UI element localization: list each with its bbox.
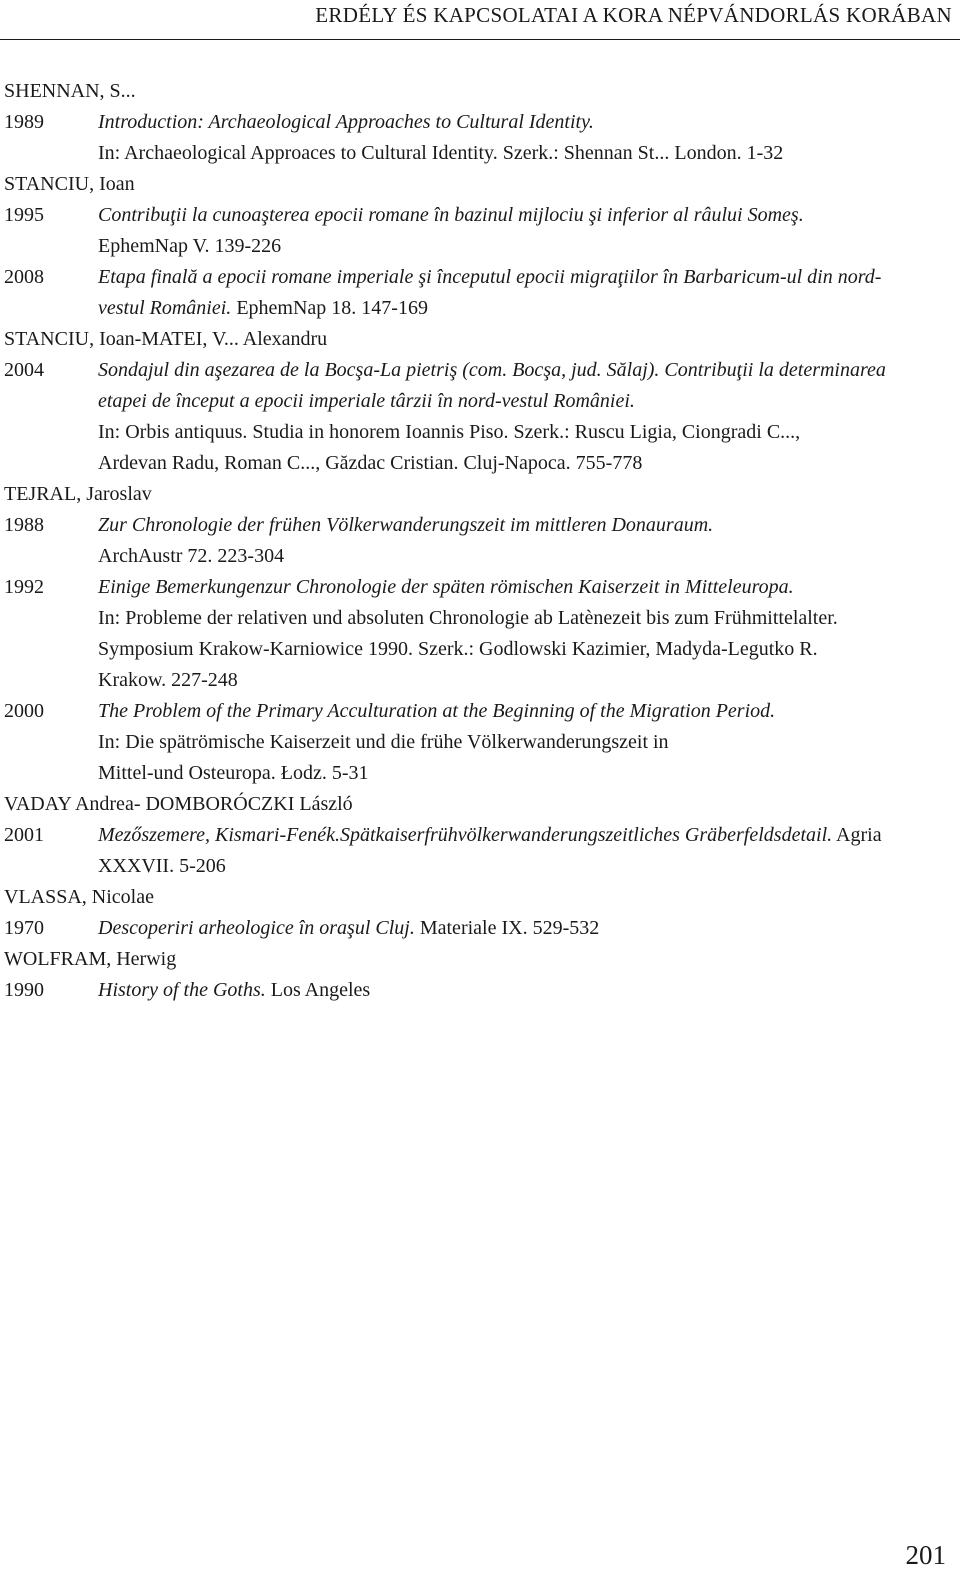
entry-line xyxy=(98,262,956,293)
entry-line xyxy=(98,603,956,634)
entry-title: History of the Goths. xyxy=(98,979,266,1001)
entry-publication: Krakow. 227-248 xyxy=(98,669,238,691)
bibliography-entry xyxy=(4,975,956,1006)
entry-year: 1992 xyxy=(4,576,44,598)
entry-year: 2001 xyxy=(4,824,44,846)
entry-line xyxy=(98,665,956,696)
entry-title: Contribuţii la cunoaşterea epocii romane în bazinul mijlociu şi inferior al râului Someş. xyxy=(98,204,804,226)
running-head: ERDÉLY ÉS KAPCSOLATAI A KORA NÉPVÁNDORLÁS KORÁBAN xyxy=(315,3,952,27)
entry-line xyxy=(98,851,956,882)
entry-line xyxy=(98,107,956,138)
entry-line xyxy=(98,448,956,479)
page-number: 201 xyxy=(905,1540,946,1570)
entry-line xyxy=(98,572,956,603)
author-heading: TEJRAL, Jaroslav xyxy=(4,483,152,505)
entry-title: Mezőszemere, Kismari-Fenék.Spätkaiserfrühvölkerwanderungszeitliches Gräberfeldsdetail. xyxy=(98,824,833,846)
entry-line xyxy=(98,417,956,448)
entry-title: Zur Chronologie der frühen Völkerwanderungszeit im mittleren Donauraum. xyxy=(98,514,714,536)
entry-line xyxy=(98,355,956,386)
entry-body xyxy=(98,696,956,789)
bibliography-entry xyxy=(4,262,956,324)
entry-publication: In: Archaeological Approaces to Cultural Identity. Szerk.: Shennan St... London. 1-32 xyxy=(98,142,784,164)
entry-publication: In: Orbis antiquus. Studia in honorem Ioannis Piso. Szerk.: Ruscu Ligia, Ciongradi C..., xyxy=(98,421,801,443)
entry-year: 1990 xyxy=(4,979,44,1001)
entry-body xyxy=(98,510,956,572)
entry-title: Einige Bemerkungenzur Chronologie der späten römischen Kaiserzeit in Mitteleuropa. xyxy=(98,576,794,598)
bibliography-entry xyxy=(4,510,956,572)
entry-line xyxy=(98,975,956,1006)
entry-body xyxy=(98,107,956,169)
entry-publication: Mittel-und Osteuropa. Łodz. 5-31 xyxy=(98,762,369,784)
entry-year: 1970 xyxy=(4,917,44,939)
entry-title: The Problem of the Primary Acculturation at the Beginning of the Migration Period. xyxy=(98,700,776,722)
entry-year: 1988 xyxy=(4,514,44,536)
author-heading: WOLFRAM, Herwig xyxy=(4,948,177,970)
entry-publication: EphemNap 18. 147-169 xyxy=(231,297,428,319)
entry-line xyxy=(98,293,956,324)
entry-year: 2000 xyxy=(4,700,44,722)
bibliography-entry xyxy=(4,572,956,696)
entry-line xyxy=(98,758,956,789)
entry-publication: In: Die spätrömische Kaiserzeit und die frühe Völkerwanderungszeit in xyxy=(98,731,669,753)
entry-title: etapei de început a epocii imperiale târzii în nord-vestul României. xyxy=(98,390,635,412)
bibliography-entry xyxy=(4,355,956,479)
entry-body xyxy=(98,355,956,479)
entry-line xyxy=(98,386,956,417)
entry-line xyxy=(98,541,956,572)
entry-line xyxy=(98,820,956,851)
entry-line xyxy=(98,913,956,944)
entry-year: 1995 xyxy=(4,204,44,226)
bibliography-entry xyxy=(4,107,956,169)
author-heading: SHENNAN, S... xyxy=(4,80,136,102)
bibliography-entry xyxy=(4,913,956,944)
entry-year: 1989 xyxy=(4,111,44,133)
entry-line xyxy=(98,138,956,169)
entry-body xyxy=(98,913,956,944)
entry-title: Descoperiri arheologice în oraşul Cluj. xyxy=(98,917,415,939)
entry-line xyxy=(98,510,956,541)
header-rule xyxy=(0,39,960,40)
entry-line xyxy=(98,231,956,262)
author-heading: STANCIU, Ioan-MATEI, V... Alexandru xyxy=(4,328,328,350)
entry-line xyxy=(98,634,956,665)
entry-publication: Ardevan Radu, Roman C..., Găzdac Cristian. Cluj-Napoca. 755-778 xyxy=(98,452,643,474)
entry-publication: Agria xyxy=(832,824,882,846)
entry-title: vestul României. xyxy=(98,297,232,319)
bibliography-entry xyxy=(4,200,956,262)
bibliography xyxy=(4,76,956,1006)
entry-publication: In: Probleme der relativen und absoluten Chronologie ab Latènezeit bis zum Frühmittelalter. xyxy=(98,607,838,629)
entry-line xyxy=(98,696,956,727)
entry-body xyxy=(98,200,956,262)
author-heading: VLASSA, Nicolae xyxy=(4,886,154,908)
entry-publication: XXXVII. 5-206 xyxy=(98,855,226,877)
entry-title: Sondajul din aşezarea de la Bocşa-La pietriş (com. Bocşa, jud. Sălaj). Contribuţii la determinarea xyxy=(98,359,886,381)
entry-title: Etapa finală a epocii romane imperiale şi începutul epocii migraţiilor în Barbaricum-ul din nord- xyxy=(98,266,882,288)
entry-line xyxy=(98,727,956,758)
entry-publication: Symposium Krakow-Karniowice 1990. Szerk.: Godlowski Kazimier, Madyda-Legutko R. xyxy=(98,638,818,660)
entry-publication: Materiale IX. 529-532 xyxy=(414,917,600,939)
bibliography-entry xyxy=(4,820,956,882)
entry-publication: Los Angeles xyxy=(265,979,371,1001)
entry-body xyxy=(98,572,956,696)
entry-publication: ArchAustr 72. 223-304 xyxy=(98,545,285,567)
entry-publication: EphemNap V. 139-226 xyxy=(98,235,282,257)
entry-body xyxy=(98,820,956,882)
author-heading: VADAY Andrea- DOMBORÓCZKI László xyxy=(4,793,353,815)
entry-body xyxy=(98,262,956,324)
bibliography-entry xyxy=(4,696,956,789)
entry-year: 2004 xyxy=(4,359,44,381)
entry-body xyxy=(98,975,956,1006)
entry-line xyxy=(98,200,956,231)
entry-title: Introduction: Archaeological Approaches to Cultural Identity. xyxy=(98,111,594,133)
entry-year: 2008 xyxy=(4,266,44,288)
author-heading: STANCIU, Ioan xyxy=(4,173,135,195)
